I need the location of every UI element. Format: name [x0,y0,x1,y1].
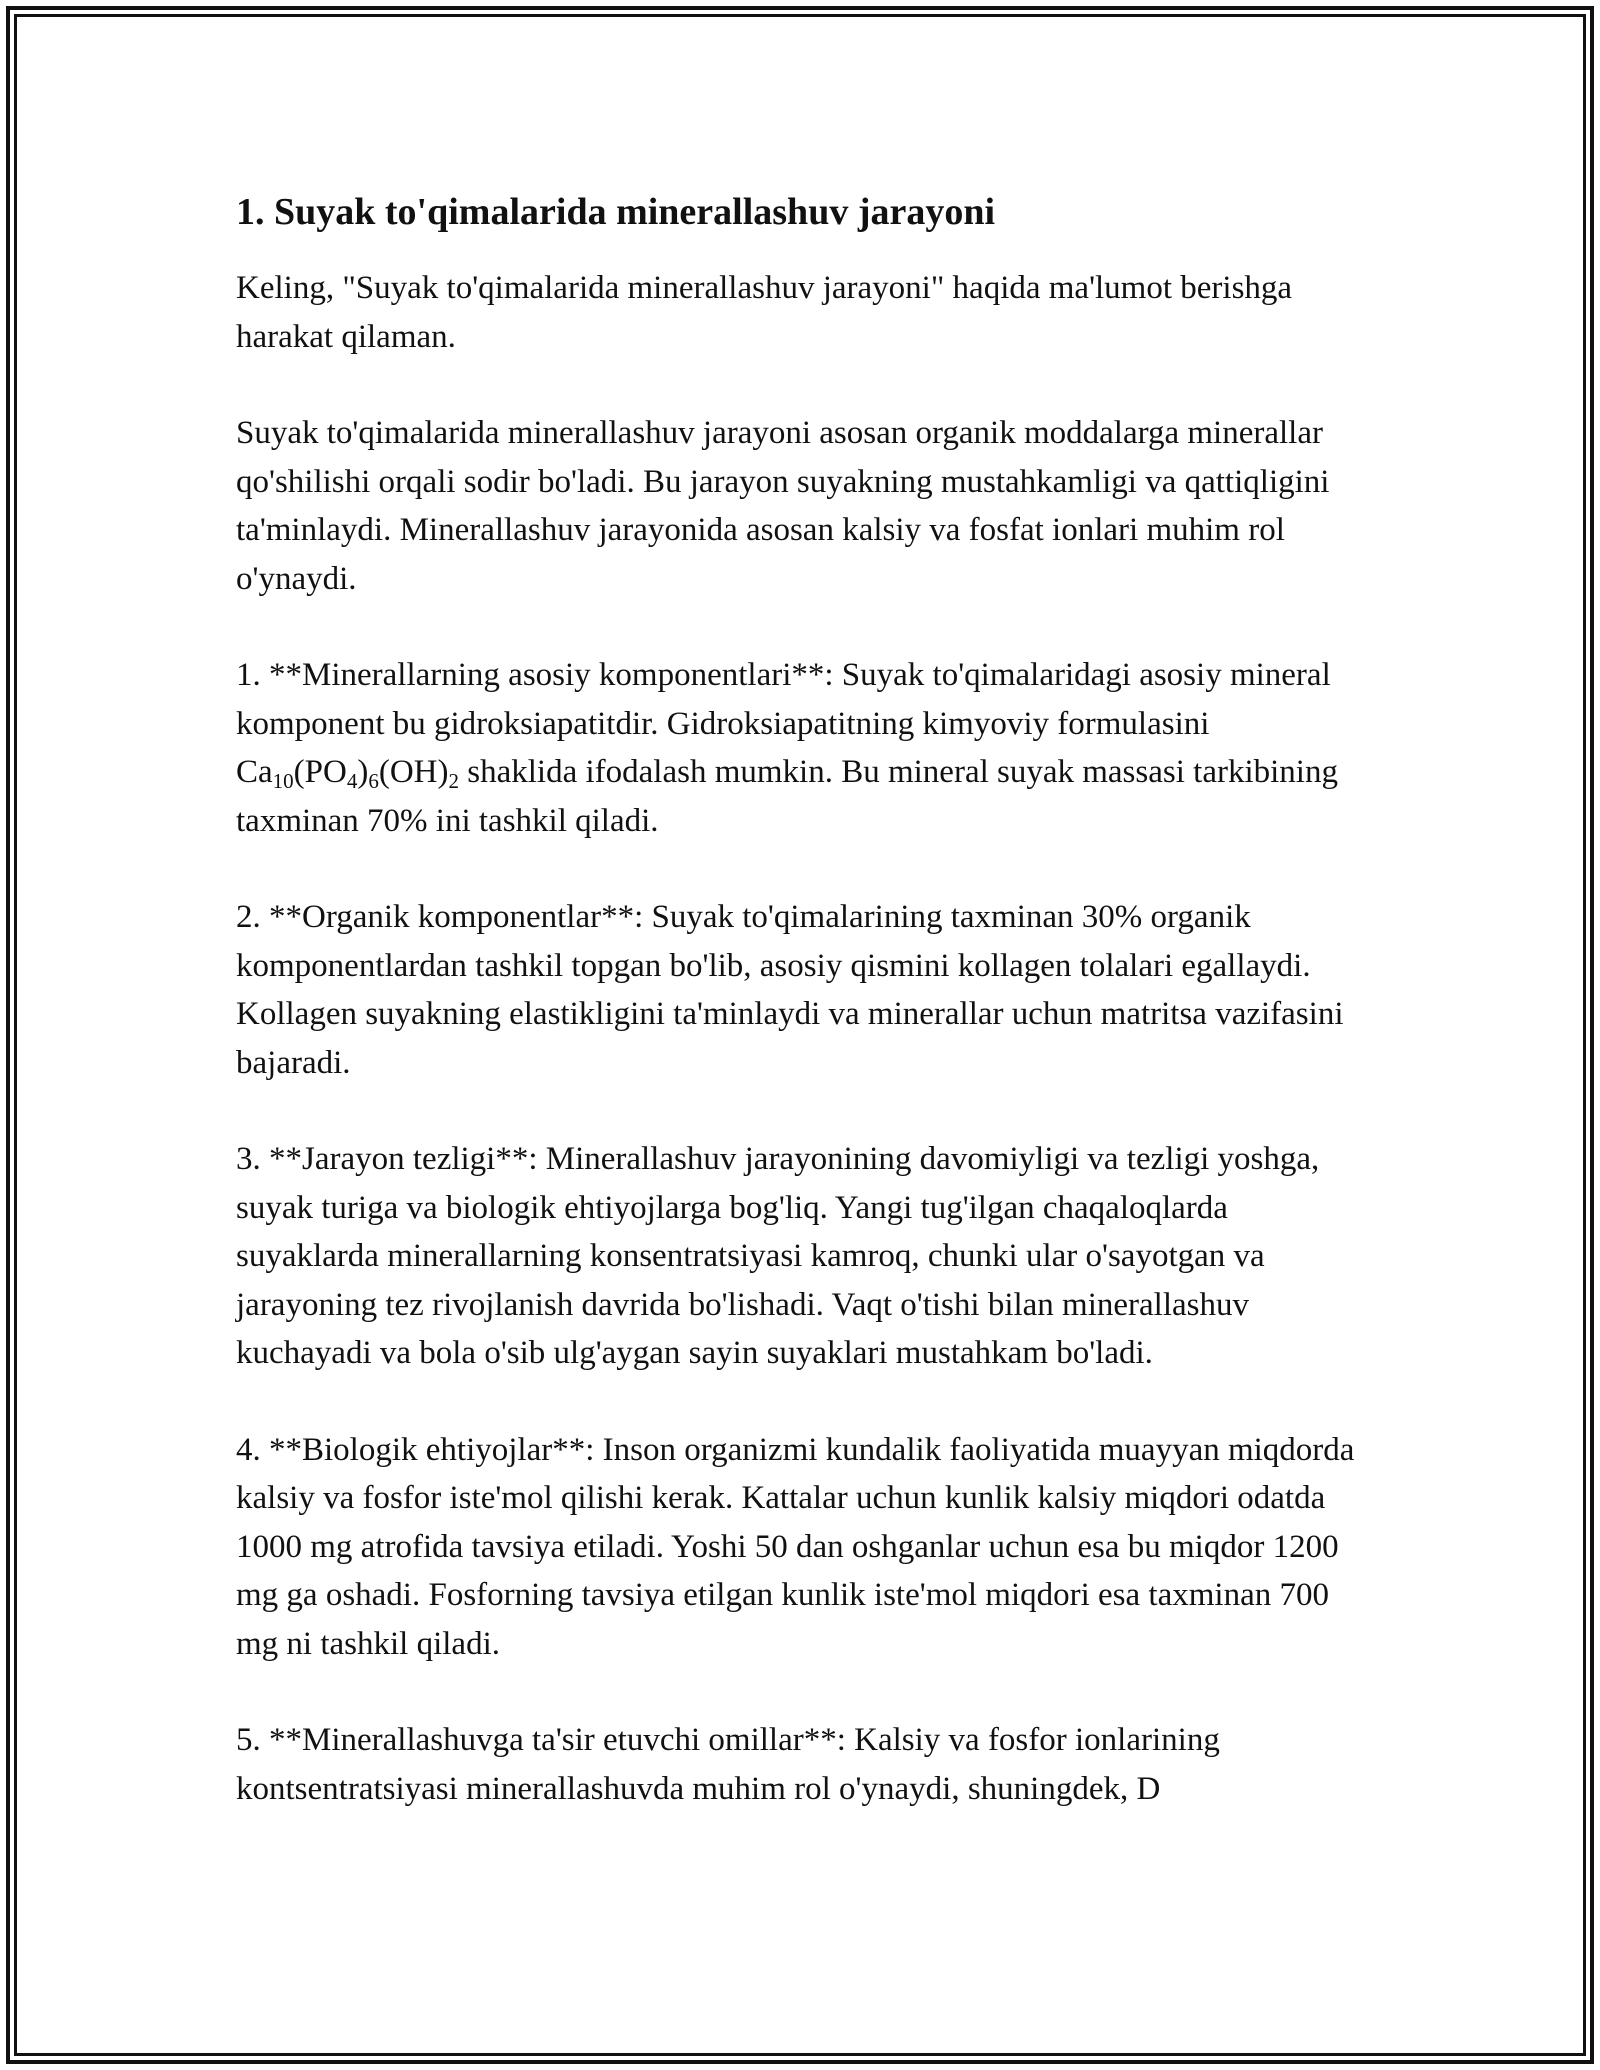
formula-po: (PO [293,754,347,790]
formula-sub-2: 2 [448,769,460,793]
formula-close-paren: ) [357,754,369,790]
document-title: 1. Suyak to'qimalarida minerallashuv jarayoni [236,191,996,233]
document-body [236,186,1376,1861]
list-item-organic: 2. **Organik komponentlar**: Suyak to'qimalarining taxminan 30% organik komponentlardan tashkil topgan bo'lib, asosiy qismini kollagen tolalari egallaydi. Kollagen suyakning elastikligini ta'minlaydi va minerallar uchun matritsa vazifasini bajaradi. [236,899,1344,1081]
mineralization-paragraph: Suyak to'qimalarida minerallashuv jarayoni asosan organik moddalarga minerallar qo'shilishi orqali sodir bo'ladi. Bu jarayon suyakning mustahkamligi va qattiqligini ta'minlaydi. Minerallashuv jarayonida asosan kalsiy va fosfat ionlari muhim rol o'ynaydi. [236,415,1330,597]
formula-sub-4: 4 [346,769,358,793]
formula-sub-10: 10 [272,769,294,793]
formula-ca: Ca [236,754,273,790]
intro-paragraph: Keling, "Suyak to'qimalarida minerallashuv jarayoni" haqida ma'lumot berishga harakat qilaman. [236,270,1293,355]
list-item-speed: 3. **Jarayon tezligi**: Minerallashuv jarayonining davomiyligi va tezligi yoshga, suyak turiga va biologik ehtiyojlarga bog'liq. Yangi tug'ilgan chaqaloqlarda suyaklarda minerallarning konsentratsiyasi kamroq, chunki ular o'sayotgan va jarayoning tez rivojlanish davrida bo'lishadi. Vaqt o'tishi bilan minerallashuv kuchayadi va bola o'sib ulg'aygan sayin suyaklari mustahkam bo'ladi. [236,1141,1320,1371]
formula-oh: (OH) [378,754,449,790]
list-item-minerals-tail: shaklida ifodalash mumkin. Bu mineral suyak massasi tarkibining taxminan 70% ini tashkil qiladi. [236,754,1338,839]
list-item-minerals-lead: 1. **Minerallarning asosiy komponentlari**: Suyak to'qimalaridagi asosiy mineral komponent bu gidroksiapatitdir. Gidroksiapatitning kimyoviy formulasini [236,657,1331,742]
formula-sub-6: 6 [368,769,379,793]
list-item-factors: 5. **Minerallashuvga ta'sir etuvchi omillar**: Kalsiy va fosfor ionlarining kontsentratsiyasi minerallashuvda muhim rol o'ynaydi, shuningdek, D [236,1722,1220,1807]
list-item-biological-needs: 4. **Biologik ehtiyojlar**: Inson organizmi kundalik faoliyatida muayyan miqdorda kalsiy va fosfor iste'mol qilishi kerak. Kattalar uchun kunlik kalsiy miqdori odatda 1000 mg atrofida tavsiya etiladi. Yoshi 50 dan oshganlar uchun esa bu miqdor 1200 mg ga oshadi. Fosforning tavsiya etilgan kunlik iste'mol miqdori esa taxminan 700 mg ni tashkil qiladi. [236,1431,1355,1662]
list-item-minerals [236,651,1376,845]
